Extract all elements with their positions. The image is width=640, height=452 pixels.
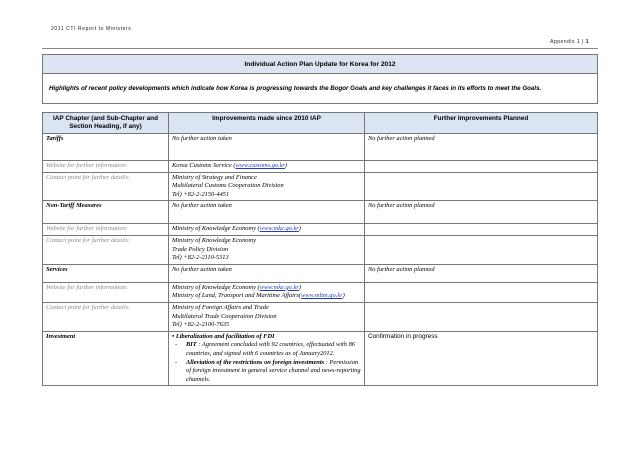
investment-improvements <box>169 331 365 386</box>
report-header <box>51 26 131 32</box>
contact-label: Contact point for further details: <box>43 302 169 331</box>
website-link[interactable]: www.customs.go.kr <box>235 162 285 169</box>
tariffs-improvements: No further action taken <box>169 134 365 161</box>
tariffs-planned: No further action planned <box>365 134 598 161</box>
ntm-website <box>169 224 365 236</box>
contact-line: Ministry of Strategy and Finance <box>172 173 257 181</box>
contact-line: Tel) +82-2-2150-4451 <box>172 190 230 198</box>
website-label: Website for further information: <box>43 224 169 236</box>
report-header-text: 2011 CTI Report to Ministers <box>51 26 132 32</box>
tariffs-website <box>169 161 365 173</box>
contact-line: Ministry of Knowledge Economy <box>172 236 256 244</box>
item-title: BIT <box>186 341 197 349</box>
tariffs-contact <box>169 172 365 201</box>
empty-cell <box>365 282 598 302</box>
col-header-chapter: IAP Chapter (and Sub-Chapter and Section Heading, if any) <box>43 113 169 134</box>
page-title-text: Individual Action Plan Update for Korea for 2012 <box>244 60 396 68</box>
table-row <box>43 224 598 236</box>
chapter-investment: Investment <box>43 331 169 386</box>
page-title <box>42 54 598 74</box>
table-row <box>43 172 598 201</box>
website-org: Ministry of Knowledge Economy ( <box>172 283 260 291</box>
website-org: Ministry of Knowledge Economy ( <box>172 225 260 233</box>
contact-line: Multilateral Customs Cooperation Division <box>172 182 284 190</box>
website-label: Website for further information: <box>43 161 169 173</box>
table-row <box>43 161 598 173</box>
website-close: ) <box>342 292 345 300</box>
investment-planned: Confirmation in progress <box>365 331 598 386</box>
website-close: ) <box>284 162 288 169</box>
website-line <box>172 284 361 293</box>
item-text: : Agreement concluded with 92 countries, effectuated with 86 countries, and signed with 6 countries as of January2012. <box>186 341 355 357</box>
contact-line: Trade Policy Division <box>172 245 229 253</box>
ntm-planned: No further action planned <box>365 201 598 224</box>
services-planned: No further action planned <box>365 264 598 282</box>
services-website <box>169 282 365 302</box>
item-text: : Permission of foreign investment in general service channel and news-reporting channels. <box>186 358 361 383</box>
website-link[interactable]: www.mke.go.kr <box>259 225 299 233</box>
website-close: ) <box>298 225 301 233</box>
dash-marker: - <box>175 341 178 349</box>
chapter-services: Services <box>43 264 169 282</box>
investment-heading: • Liberalization and facilitation of FDI <box>172 332 275 340</box>
appendix-separator: | <box>580 39 586 45</box>
empty-cell <box>365 224 598 236</box>
website-org: Korea Customs Service ( <box>172 162 236 169</box>
table-row <box>43 302 598 331</box>
highlights-text: Highlights of recent policy developments which indicate how Korea is progressing towards the Bogor Goals and key challenges it faces in its efforts to meet the Goals. <box>49 85 542 92</box>
col-header-improvements: Improvements made since 2010 IAP <box>169 113 365 134</box>
empty-cell <box>365 235 598 264</box>
table-row <box>43 264 598 282</box>
contact-line: Multilateral Trade Cooperation Division <box>172 312 277 320</box>
appendix-header <box>550 39 589 45</box>
chapter-tariffs: Tariffs <box>43 134 169 161</box>
investment-item <box>172 359 361 385</box>
website-close: ) <box>298 283 301 291</box>
col-header-planned: Further Improvements Planned <box>365 113 598 134</box>
table-row <box>43 282 598 302</box>
empty-cell <box>365 302 598 331</box>
contact-line: Tel) +82-2-2100-7635 <box>172 321 230 329</box>
website-org: Ministry of Land, Transport and Maritime Affairs( <box>172 292 301 300</box>
website-label: Website for further information: <box>43 282 169 302</box>
contact-line: Tel) +82-2-2110-5313 <box>172 254 229 262</box>
ntm-contact <box>169 235 365 264</box>
highlights-box <box>42 74 598 104</box>
chapter-ntm: Non-Tariff Measures <box>43 201 169 224</box>
page-number: 1 <box>585 39 589 45</box>
table-row <box>43 235 598 264</box>
header-rule <box>42 48 598 49</box>
ntm-improvements: No further action taken <box>169 201 365 224</box>
item-title: Alleviation of the restrictions on foreign investments <box>186 358 325 366</box>
website-line <box>172 292 361 301</box>
website-link[interactable]: www.mltm.go.kr <box>300 292 343 300</box>
empty-cell <box>365 161 598 173</box>
table-row <box>43 331 598 386</box>
table-row <box>43 134 598 161</box>
contact-label: Contact point for further details: <box>43 235 169 264</box>
table-row <box>43 201 598 224</box>
website-link[interactable]: www.mke.go.kr <box>259 283 299 291</box>
contact-line: Ministry of Foreign Affairs and Trade <box>172 303 269 311</box>
empty-cell <box>365 172 598 201</box>
contact-label: Contact point for further details: <box>43 172 169 201</box>
services-contact <box>169 302 365 331</box>
dash-marker: - <box>175 358 178 366</box>
table-header-row <box>43 113 598 134</box>
iap-table <box>42 112 598 386</box>
investment-item <box>172 341 361 358</box>
appendix-label: Appendix 1 <box>550 39 581 45</box>
services-improvements: No further action taken <box>169 264 365 282</box>
